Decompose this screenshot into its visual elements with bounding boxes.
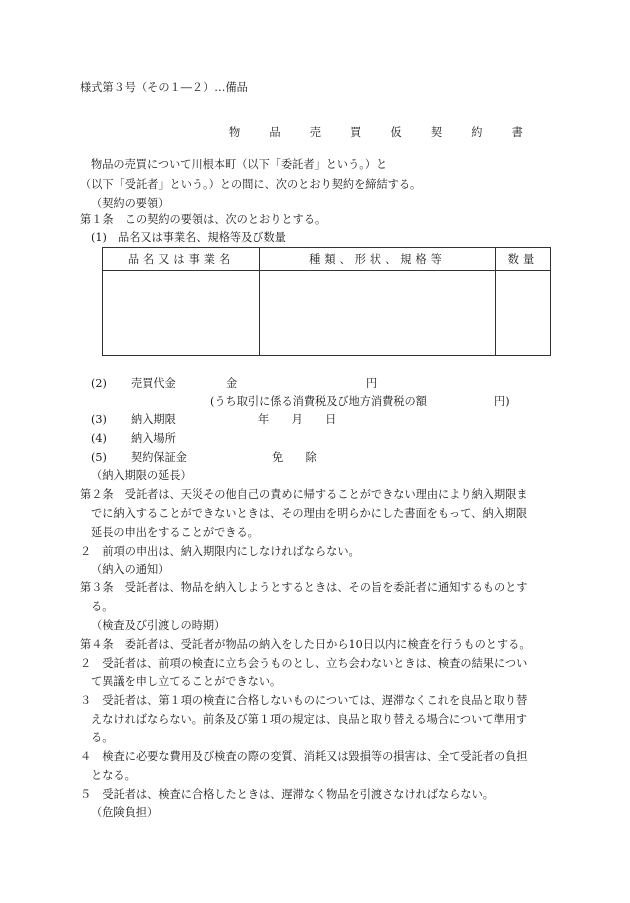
article-3-line-1: 第３条 受託者は、物品を納入しようとするときは、その旨を委託者に通知するものとす [80, 581, 528, 594]
heading-deadline-extension: （納入期限の延長） [91, 469, 192, 482]
article-2-line-3: 延長の申出をすることができる。 [91, 526, 259, 539]
item-number: (4) [91, 432, 107, 445]
item-5-deposit [91, 450, 187, 465]
heading-risk-burden: （危険負担） [91, 806, 159, 819]
article-4-paragraph-3-line-2: えなければならない。前条及び第１項の規定は、良品と取り替える場合について準用す [91, 713, 528, 726]
item-number: (3) [91, 413, 107, 426]
intro-line-1: 物品の売買について川根本町（以下「委託者」という。）と [91, 158, 388, 171]
item-4-location [91, 431, 176, 446]
heading-contract-gist: （契約の要領） [91, 197, 170, 210]
item-number: (2) [91, 377, 107, 390]
item-number: (5) [91, 451, 107, 464]
article-1: 第１条 この契約の要領は、次のとおりとする。 [80, 213, 327, 226]
cell-quantity [496, 271, 551, 356]
form-label: 様式第３号（その１―２）…備品 [80, 81, 248, 94]
item-label: 売買代金 [131, 377, 176, 390]
item-2-price [91, 376, 237, 391]
yen-unit: 円 [366, 377, 378, 390]
cell-spec [260, 271, 496, 356]
header-quantity: 数量 [496, 248, 551, 271]
article-4-paragraph-4-line-2: となる。 [91, 769, 136, 782]
currency-prefix: 金 [226, 377, 238, 390]
article-4-paragraph-4-line-1: ４ 検査に必要な費用及び検査の際の変質、消耗又は毀損等の損害は、全て受託者の負担 [80, 750, 528, 763]
article-4-paragraph-2-line-1: ２ 受託者は、前項の検査に立ち会うものとし、立ち会わないときは、検査の結果につい [80, 657, 528, 670]
items-table [102, 247, 551, 356]
article-2-line-1: 第２条 受託者は、天災その他自己の責めに帰することができない理由により納入期限ま [80, 488, 528, 501]
article-4-paragraph-3-line-3: る。 [91, 731, 114, 744]
cell-item-name [103, 271, 260, 356]
item-3-deadline [91, 412, 176, 427]
article-4-paragraph-3-line-1: ３ 受託者は、第１項の検査に合格しないものについては、遅滞なくこれを良品と取り替 [80, 694, 528, 707]
item-label: 契約保証金 [131, 451, 187, 464]
table-row [103, 271, 551, 356]
article-3-line-2: る。 [91, 600, 114, 613]
document-title: 物 品 売 買 仮 契 約 書 [229, 126, 532, 139]
item-label: 納入場所 [131, 432, 176, 445]
deadline-date: 年 月 日 [258, 413, 337, 426]
article-4-paragraph-5: ５ 受託者は、検査に合格したときは、遅滞なく物品を引渡さなければならない。 [80, 788, 494, 801]
item-1: (1) 品名又は事業名、規格等及び数量 [91, 231, 286, 244]
tax-note: (うち取引に係る消費税及び地方消費税の額 円) [210, 395, 510, 408]
deposit-value: 免 除 [272, 451, 317, 464]
heading-delivery-notice: （納入の通知） [91, 563, 170, 576]
article-2-paragraph-2: ２ 前項の申出は、納入期限内にしなければならない。 [80, 545, 360, 558]
item-label: 納入期限 [131, 413, 176, 426]
items-table-header [103, 248, 551, 271]
header-item-name: 品名又は事業名 [103, 248, 260, 271]
intro-line-2: （以下「受託者」という。）との間に、次のとおり契約を締結する。 [80, 178, 422, 191]
header-spec: 種類、形状、規格等 [260, 248, 496, 271]
article-2-line-2: でに納入することができないときは、その理由を明らかにした書面をもって、納入期限 [91, 507, 528, 520]
heading-inspection: （検査及び引渡しの時期） [91, 619, 226, 632]
article-4-paragraph-2-line-2: て異議を申し立てることができない。 [91, 675, 282, 688]
article-4-line-1: 第４条 委託者は、受託者が物品の納入をした日から10日以内に検査を行うものとする。 [80, 638, 531, 651]
